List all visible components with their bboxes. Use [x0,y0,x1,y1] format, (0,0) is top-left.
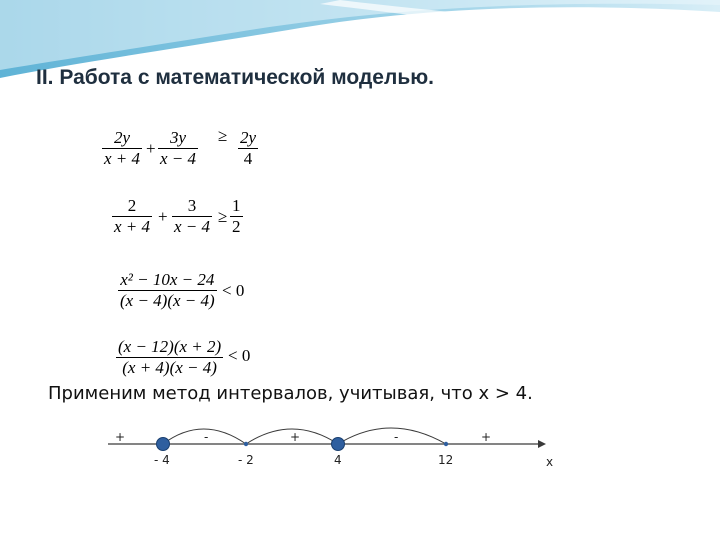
numerator: 3 [172,196,212,217]
fraction-4 [116,337,223,378]
sign-label: - [204,430,209,444]
plus-sign: + [158,207,168,226]
point-label: - 2 [238,453,254,467]
denominator: (x − 4)(x − 4) [120,291,215,310]
sign-label: + [115,430,126,444]
sign-label: - [394,430,399,444]
denominator: x − 4 [174,217,211,236]
numerator: 1 [232,196,241,215]
numerator: 3y [158,128,198,149]
point-label: 12 [438,453,454,467]
numerator: (x − 12)(x + 2) [118,337,222,356]
denominator: x + 4 [104,149,141,168]
fraction-2a [112,196,152,237]
filled-point [157,438,170,451]
filled-point [332,438,345,451]
denominator: x + 4 [114,217,151,236]
number-line [0,420,720,480]
fraction-2c [230,196,243,237]
fraction-2b [172,196,212,237]
axis-arrow-icon [538,440,546,448]
fraction-1c [238,128,258,169]
numerator: 2y [102,128,142,149]
numerator: 2y [240,128,257,147]
interval-arc [338,428,446,444]
fraction-3 [118,270,217,311]
relation-sign: ≥ [218,207,228,226]
numerator: x² − 10x − 24 [118,270,217,291]
open-point [244,442,248,446]
sign-label: + [481,430,492,444]
denominator: (x + 4)(x − 4) [122,358,217,377]
method-text: Применим метод интервалов, учитывая, что х > 4. [48,383,533,404]
relation-sign: ≥ [218,126,228,145]
denominator: 4 [243,149,253,168]
relation-sign: < 0 [228,346,251,365]
axis-label: x [546,455,554,469]
denominator: 2 [232,217,241,236]
point-label: - 4 [154,453,170,467]
relation-sign: < 0 [222,281,245,300]
numerator: 2 [112,196,152,217]
slide-title: II. Работа с математической моделью. [36,66,435,89]
point-label: 4 [334,453,342,467]
denominator: x − 4 [160,149,197,168]
plus-sign: + [146,139,156,158]
fraction-1a [102,128,142,169]
sign-label: + [290,430,301,444]
open-point [444,442,448,446]
fraction-1b [158,128,198,169]
